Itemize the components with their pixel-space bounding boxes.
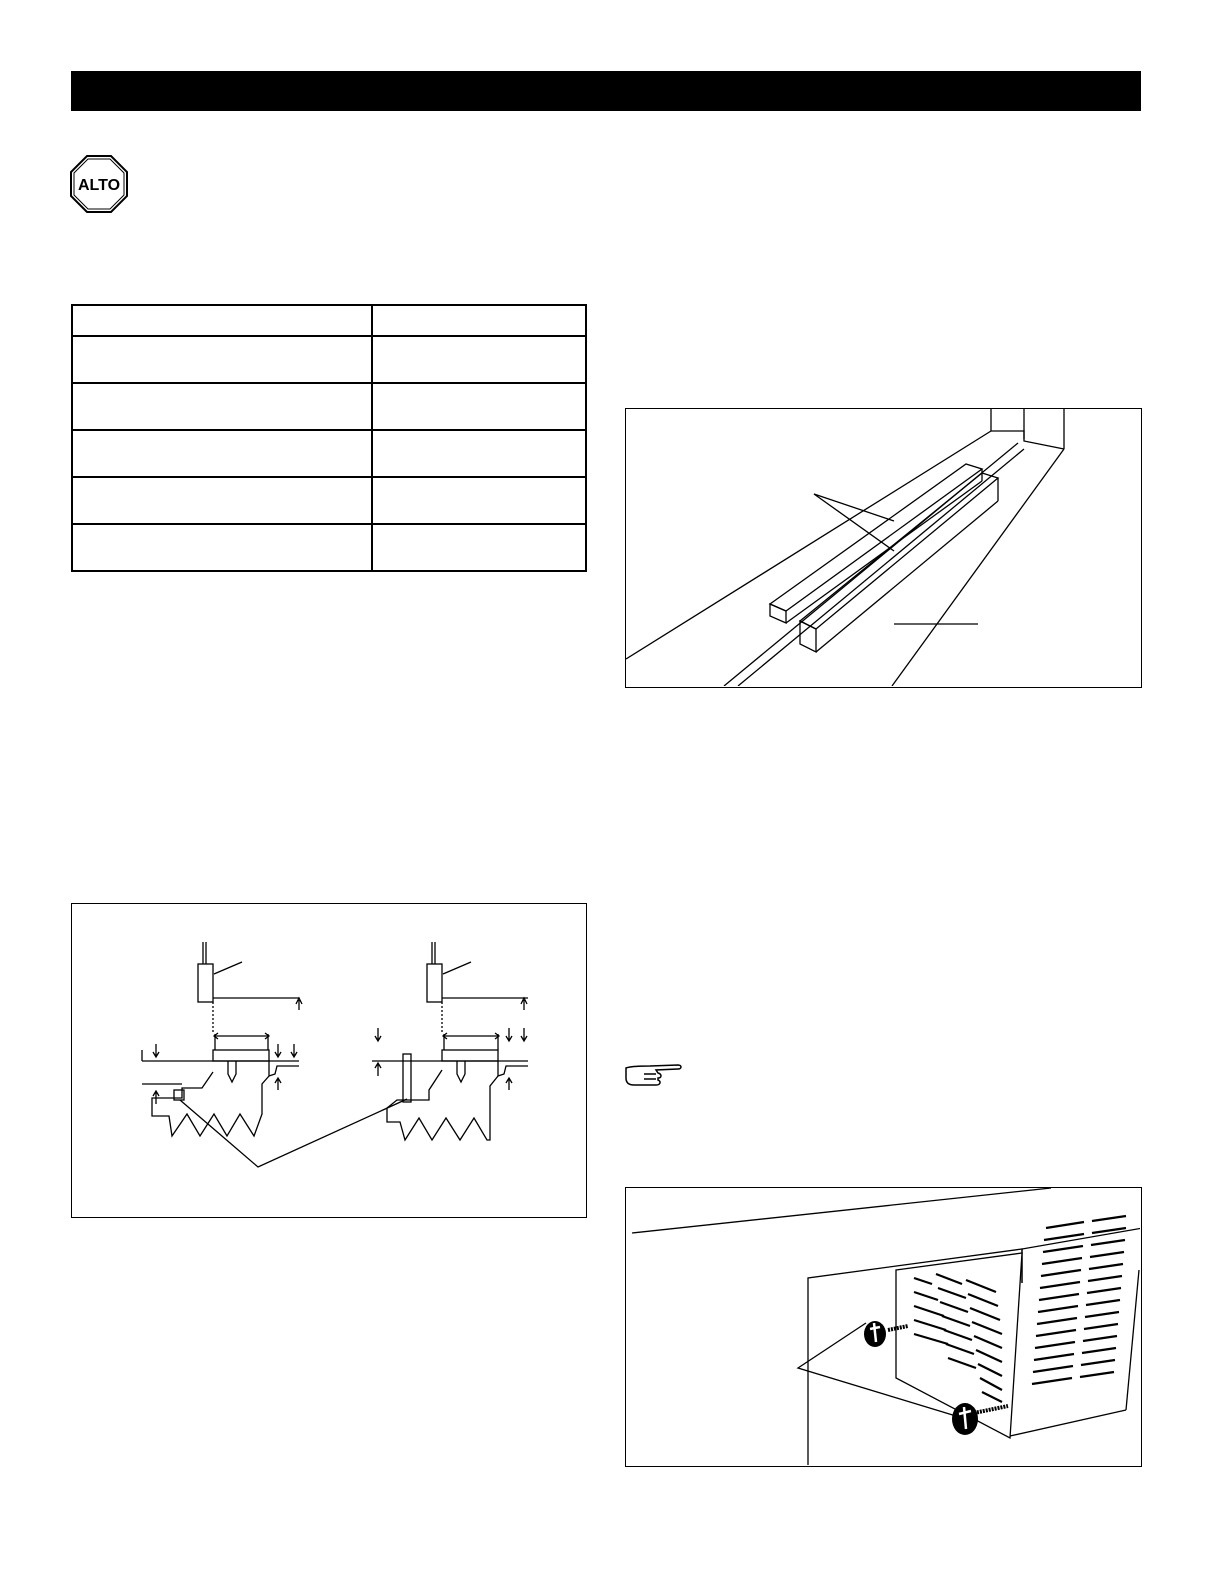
- floor-section-figure: [71, 903, 587, 1218]
- grille-screws-diagram-icon: [626, 1188, 1140, 1465]
- table-row: [72, 430, 586, 477]
- stop-sign-label: ALTO: [77, 177, 121, 194]
- table-cell: [72, 336, 372, 383]
- stop-sign-icon: [70, 155, 128, 213]
- spec-table: [71, 304, 587, 572]
- header-bar: [71, 71, 1141, 111]
- table-cell: [72, 524, 372, 571]
- table-cell: [72, 383, 372, 430]
- grille-figure: [625, 1187, 1142, 1467]
- table-row: [72, 305, 586, 336]
- table-row: [72, 524, 586, 571]
- floor-cross-section-diagram-icon: [72, 904, 585, 1216]
- table-cell: [372, 336, 586, 383]
- table-cell: [72, 305, 372, 336]
- table-cell: [372, 430, 586, 477]
- table-cell: [372, 477, 586, 524]
- table-cell: [372, 524, 586, 571]
- boards-figure: [625, 408, 1142, 688]
- wood-boards-diagram-icon: [626, 409, 1140, 686]
- header-title: [71, 80, 83, 102]
- table-row: [72, 477, 586, 524]
- table-row: [72, 336, 586, 383]
- table-cell: [72, 477, 372, 524]
- table-row: [72, 383, 586, 430]
- pointing-hand-icon: [622, 1060, 684, 1090]
- table-cell: [72, 430, 372, 477]
- table-cell: [372, 305, 586, 336]
- table-cell: [372, 383, 586, 430]
